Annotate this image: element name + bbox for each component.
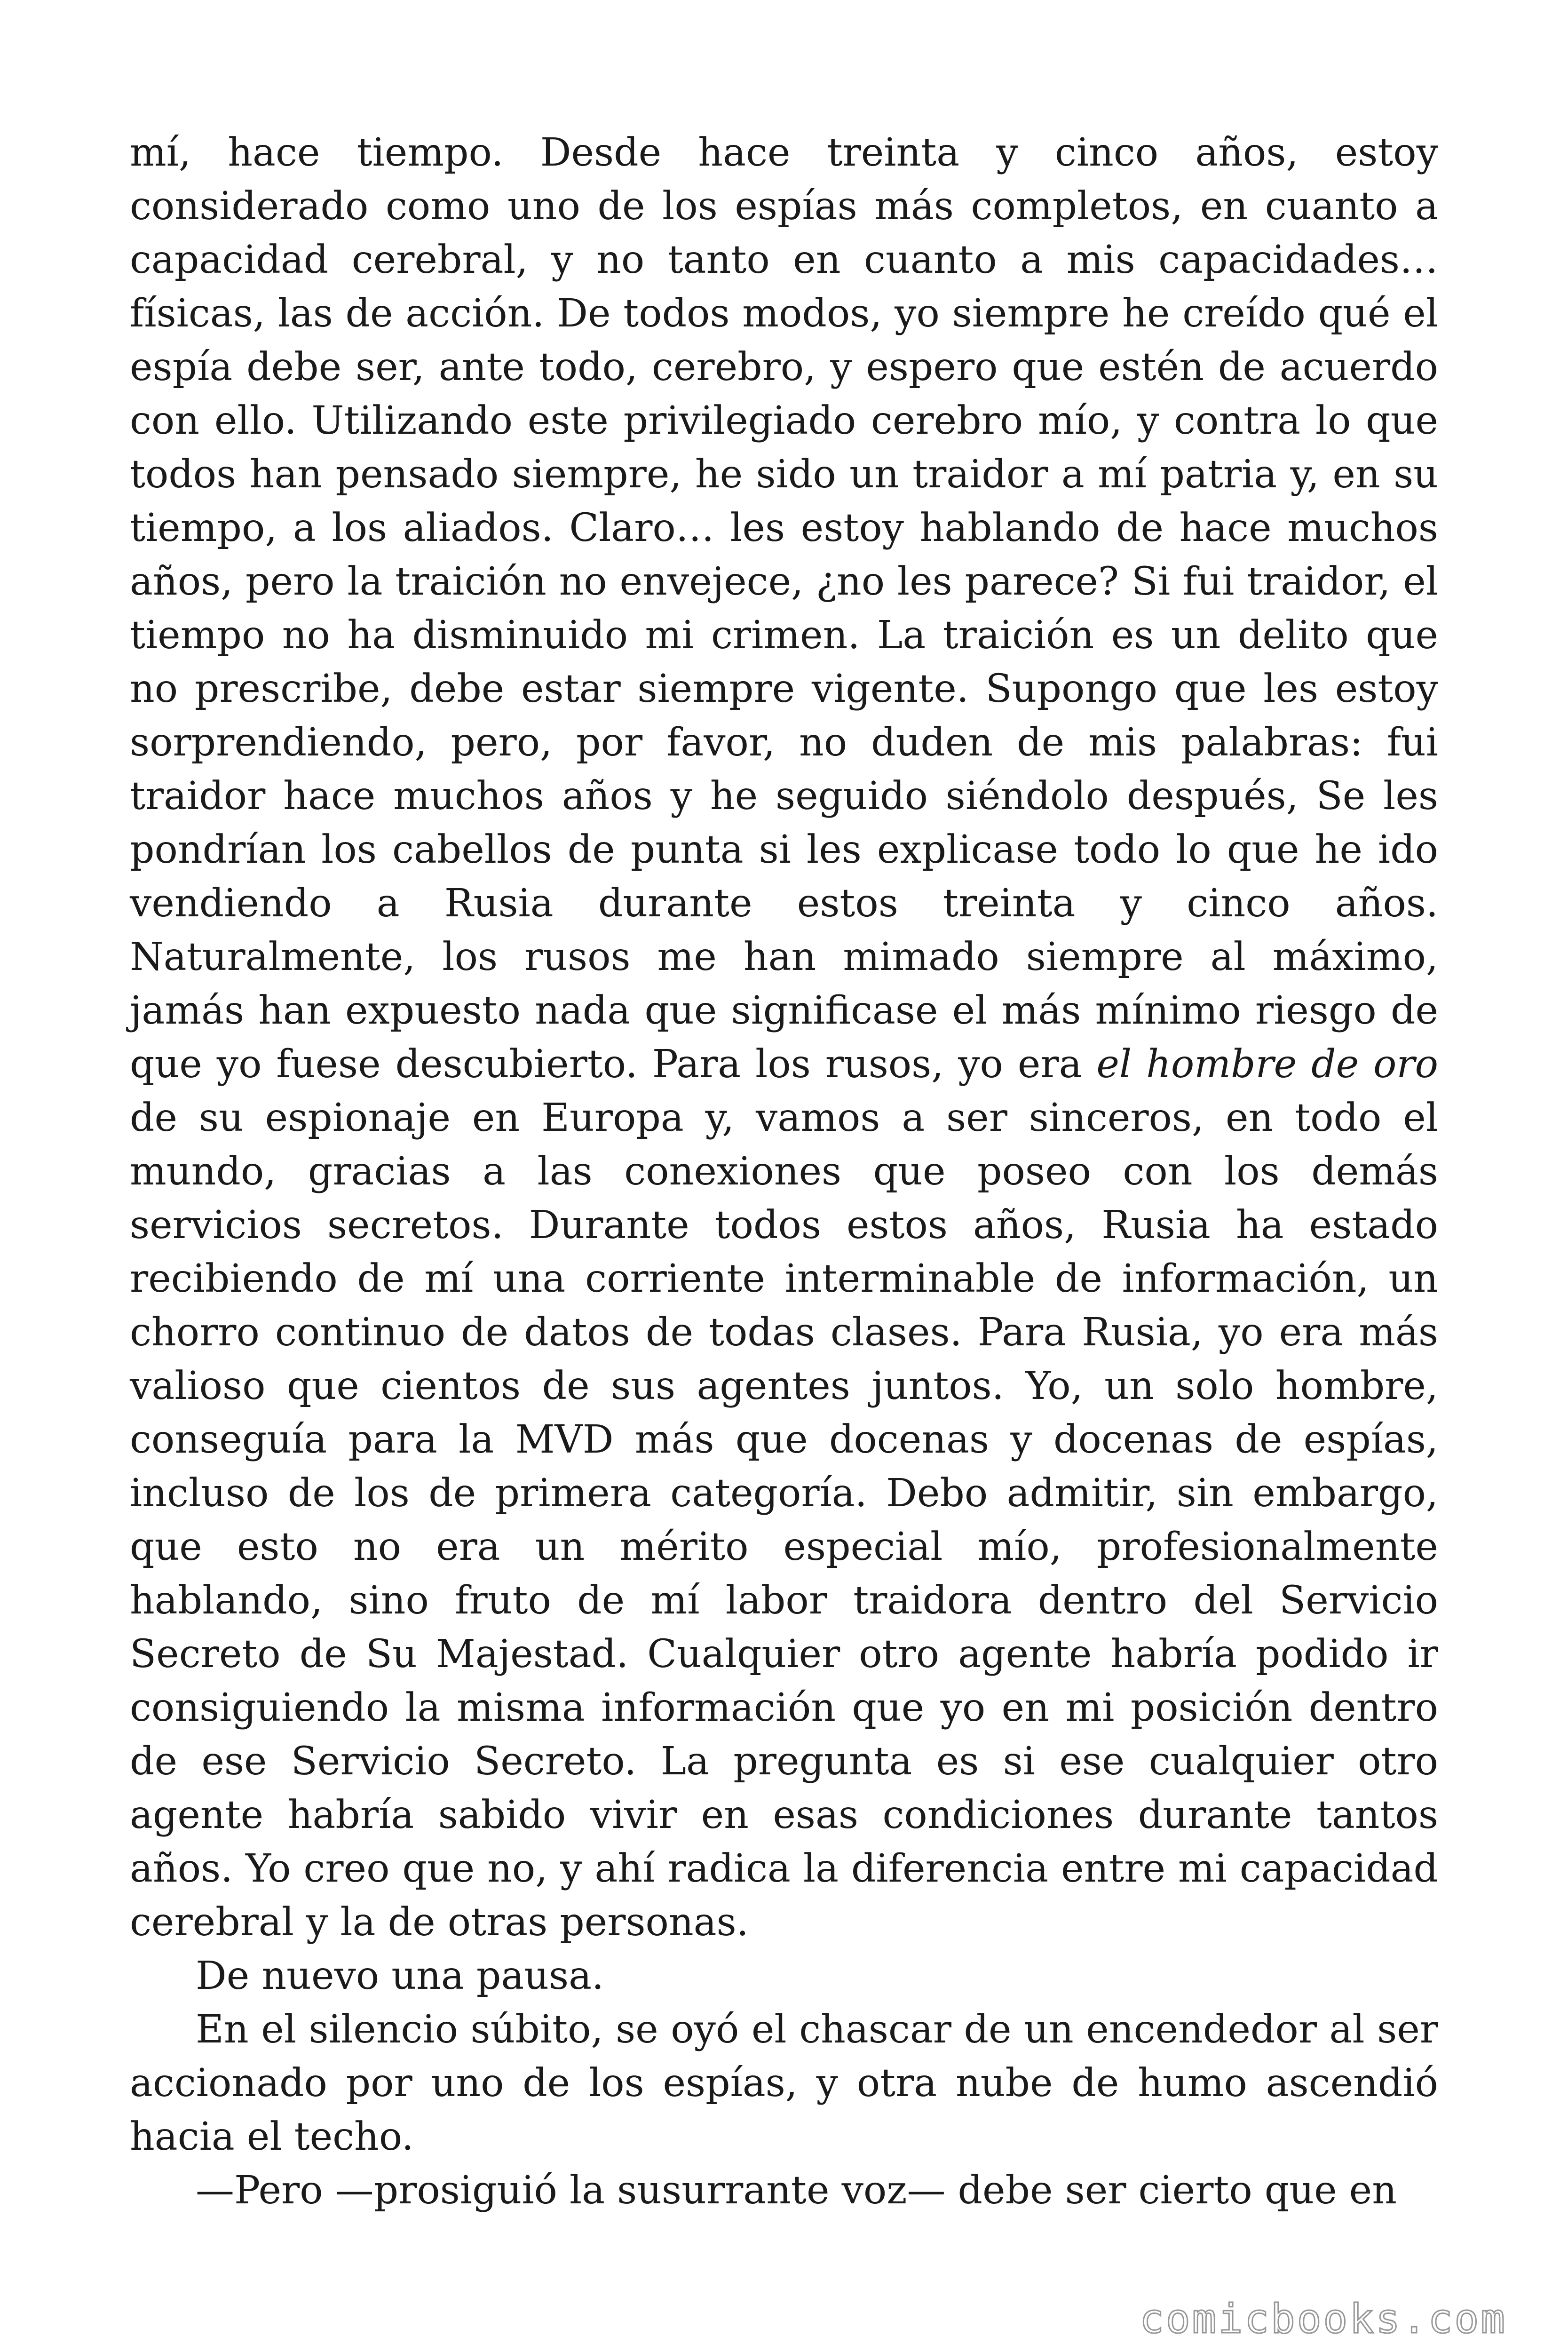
paragraph-4: —Pero —prosiguió la susurrante voz— debe ser cierto que en [196, 2168, 1397, 2213]
paragraph-1-text-after: de su espionaje en Europa y, vamos a ser sinceros, en todo el mundo, gracias a las conexiones que poseo con los demás servicios secretos. Durante todos estos años, Rusia ha estado recibiendo de mí una corriente interminable de información, un chorro continuo de datos de todas clases. Para Rusia, yo era más valioso que cientos de sus agentes juntos. Yo, un solo hombre, conseguía para la MVD más que docenas y docenas de espías, incluso de los de primera categoría. Debo admitir, sin embargo, que esto no era un mérito especial mío, profesionalmente hablando, sino fruto de mí labor traidora dentro del Servicio Secreto de Su Majestad. Cualquier otro agente habría podido ir consiguiendo la misma información que yo en mi posición dentro de ese Servicio Secreto. La pregunta es si ese cualquier otro agente habría sabido vivir en esas condiciones durante tantos años. Yo creo que no, y ahí radica la diferencia entre mi capacidad cerebral y la de otras personas. [130, 1096, 1438, 1945]
paragraph-1 [130, 126, 1438, 1949]
watermark-text: comicbooks.com [1140, 2296, 1507, 2343]
paragraph-2: De nuevo una pausa. [196, 1954, 604, 1998]
paragraph-1-text-before: mí, hace tiempo. Desde hace treinta y cinco años, estoy considerado como uno de los espías más completos, en cuanto a capacidad cerebral, y no tanto en cuanto a mis capacidades… físicas, las de acción. De todos modos, yo siempre he creído qué el espía debe ser, ante todo, cerebro, y espero que estén de acuerdo con ello. Utilizando este privilegiado cerebro mío, y contra lo que todos han pensado siempre, he sido un traidor a mí patria y, en su tiempo, a los aliados. Claro… les estoy hablando de hace muchos años, pero la traición no envejece, ¿no les parece? Si fui traidor, el tiempo no ha disminuido mi crimen. La traición es un delito que no prescribe, debe estar siempre vigente. Supongo que les estoy sorprendiendo, pero, por favor, no duden de mis palabras: fui traidor hace muchos años y he seguido siéndolo después, Se les pondrían los cabellos de punta si les explicase todo lo que he ido vendiendo a Rusia durante estos treinta y cinco años. Naturalmente, los rusos me han mimado siempre al máximo, jamás han expuesto nada que significase el más mínimo riesgo de que yo fuese descubierto. Para los rusos, yo era [130, 130, 1438, 1087]
paragraph-3: En el silencio súbito, se oyó el chascar de un encendedor al ser accionado por uno de los espías, y otra nube de humo ascendió hacia el techo. [130, 2007, 1438, 2159]
paragraph-1-italic-phrase: el hombre de oro [1096, 1042, 1438, 1087]
page-body [130, 126, 1438, 2217]
